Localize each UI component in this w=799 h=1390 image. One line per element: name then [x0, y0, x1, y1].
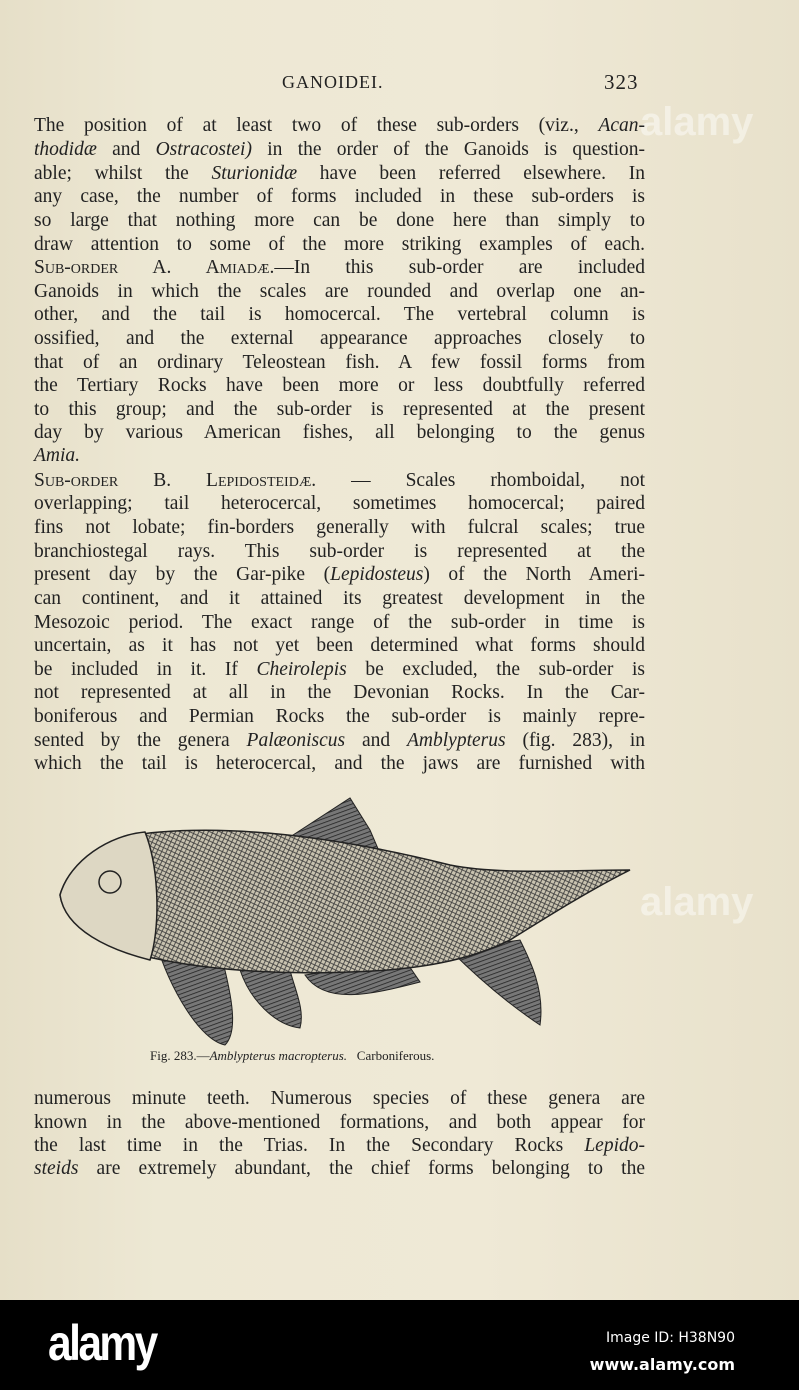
- text-line: [34, 658, 645, 682]
- text-line: [34, 752, 645, 776]
- text-line: [34, 1111, 645, 1135]
- text-segment: Lepido-: [584, 1135, 645, 1156]
- figure-period: Carboniferous.: [356, 1048, 435, 1063]
- text-segment: not represented at all in the Devonian Rocks. In the Car-: [34, 682, 645, 703]
- text-line: [34, 1087, 645, 1111]
- text-segment: Amblypterus: [407, 730, 506, 751]
- page-number: 323: [604, 70, 639, 94]
- text-segment: —In this sub-order are included: [274, 257, 646, 278]
- running-head: GANOIDEI.: [282, 72, 384, 92]
- text-segment: the last time in the Trias. In the Secondary Rocks: [34, 1135, 585, 1156]
- text-segment: uncertain, as it has not yet been determined what forms should: [34, 635, 645, 656]
- text-segment: Sub-order B. Lepidosteidæ.: [34, 470, 317, 491]
- text-segment: any case, the number of forms included in these sub-orders is: [34, 186, 645, 207]
- text-segment: which the tail is heterocercal, and the jaws are furnished with: [34, 753, 645, 774]
- text-line: [34, 351, 645, 375]
- text-line: [34, 587, 645, 611]
- text-segment: Mesozoic period. The exact range of the sub-order in time is: [34, 612, 645, 633]
- figure-species: Amblypterus macropterus.: [209, 1048, 348, 1063]
- text-segment: Amia.: [34, 445, 81, 466]
- text-segment: day by various American fishes, all belonging to the genus: [34, 422, 645, 443]
- text-line: [34, 563, 645, 587]
- text-line: [34, 280, 645, 304]
- text-line: [34, 327, 645, 351]
- text-segment: in the order of the Ganoids is question-: [251, 139, 645, 160]
- text-line: [34, 492, 645, 516]
- text-line: [34, 374, 645, 398]
- text-line: [34, 162, 645, 186]
- text-segment: Lepidosteus: [330, 564, 424, 585]
- text-segment: the Tertiary Rocks have been more or less doubtfully referred: [34, 375, 645, 396]
- text-line: [34, 634, 645, 658]
- text-segment: Cheirolepis: [256, 659, 347, 680]
- text-line: [34, 209, 645, 233]
- text-line: [34, 681, 645, 705]
- text-line: [34, 233, 645, 257]
- text-line: [34, 469, 645, 493]
- fish-head: [60, 832, 157, 960]
- text-segment: that of an ordinary Teleostean fish. A few fossil forms from: [34, 352, 645, 373]
- text-segment: and: [96, 139, 156, 160]
- text-segment: and: [345, 730, 408, 751]
- text-segment: known in the above-mentioned formations, and both appear for: [34, 1112, 645, 1133]
- text-segment: have been referred elsewhere. In: [297, 163, 645, 184]
- watermark: alamy: [640, 880, 754, 924]
- text-segment: ossified, and the external appearance approaches closely to: [34, 328, 645, 349]
- text-segment: branchiostegal rays. This sub-order is represented at the: [34, 541, 645, 562]
- pelvic-fin: [240, 970, 301, 1028]
- text-segment: fins not lobate; fin-borders generally with fulcral scales; true: [34, 517, 645, 538]
- text-segment: Ostracostei): [155, 139, 252, 160]
- text-segment: The position of at least two of these sub-orders (viz.,: [34, 115, 599, 136]
- text-segment: be included in it. If: [34, 659, 257, 680]
- text-segment: Sturionidæ: [211, 163, 298, 184]
- text-line: [34, 516, 645, 540]
- text-segment: Ganoids in which the scales are rounded and overlap one an-: [34, 281, 645, 302]
- text-line: [34, 421, 645, 445]
- text-segment: able; whilst the: [34, 163, 212, 184]
- figure-label: Fig. 283.—: [150, 1048, 210, 1063]
- text-segment: thodidæ: [34, 139, 97, 160]
- text-segment: — Scales rhomboidal, not: [316, 470, 646, 491]
- text-line: [34, 611, 645, 635]
- text-line: [34, 114, 645, 138]
- text-segment: draw attention to some of the more striking examples of each.: [34, 234, 645, 255]
- watermark: alamy: [640, 100, 754, 144]
- text-segment: numerous minute teeth. Numerous species of these genera are: [34, 1088, 645, 1109]
- text-segment: Sub-order A. Amiadæ.: [34, 257, 275, 278]
- text-line: [34, 138, 645, 162]
- text-segment: be excluded, the sub-order is: [346, 659, 646, 680]
- text-line: [34, 444, 645, 468]
- text-line: [34, 256, 645, 280]
- text-segment: steids: [34, 1158, 79, 1179]
- text-segment: ) of the North Ameri-: [423, 564, 645, 585]
- text-segment: Palæoniscus: [246, 730, 346, 751]
- text-segment: sented by the genera: [34, 730, 247, 751]
- text-line: [34, 1157, 645, 1181]
- text-line: [34, 705, 645, 729]
- site-url[interactable]: www.alamy.com: [589, 1355, 735, 1374]
- text-segment: so large that nothing more can be done here than simply to: [34, 210, 645, 231]
- fish-illustration: [50, 790, 640, 1050]
- text-segment: Acan-: [598, 115, 645, 136]
- text-line: [34, 303, 645, 327]
- image-id: Image ID: H38N90: [605, 1330, 735, 1346]
- figure-caption: [150, 1048, 434, 1064]
- alamy-logo[interactable]: alamy: [48, 1315, 156, 1371]
- text-segment: overlapping; tail heterocercal, sometimes homocercal; paired: [34, 493, 645, 514]
- footer-bar: [0, 1300, 799, 1390]
- text-segment: (fig. 283), in: [505, 730, 645, 751]
- text-segment: boniferous and Permian Rocks the sub-order is mainly repre-: [34, 706, 645, 727]
- text-segment: are extremely abundant, the chief forms belonging to the: [78, 1158, 645, 1179]
- text-line: [34, 398, 645, 422]
- text-line: [34, 729, 645, 753]
- text-segment: other, and the tail is homocercal. The vertebral column is: [34, 304, 645, 325]
- text-line: [34, 185, 645, 209]
- text-segment: to this group; and the sub-order is represented at the present: [34, 399, 645, 420]
- text-segment: present day by the Gar-pike (: [34, 564, 331, 585]
- text-line: [34, 540, 645, 564]
- text-segment: can continent, and it attained its greatest development in the: [34, 588, 645, 609]
- text-line: [34, 1134, 645, 1158]
